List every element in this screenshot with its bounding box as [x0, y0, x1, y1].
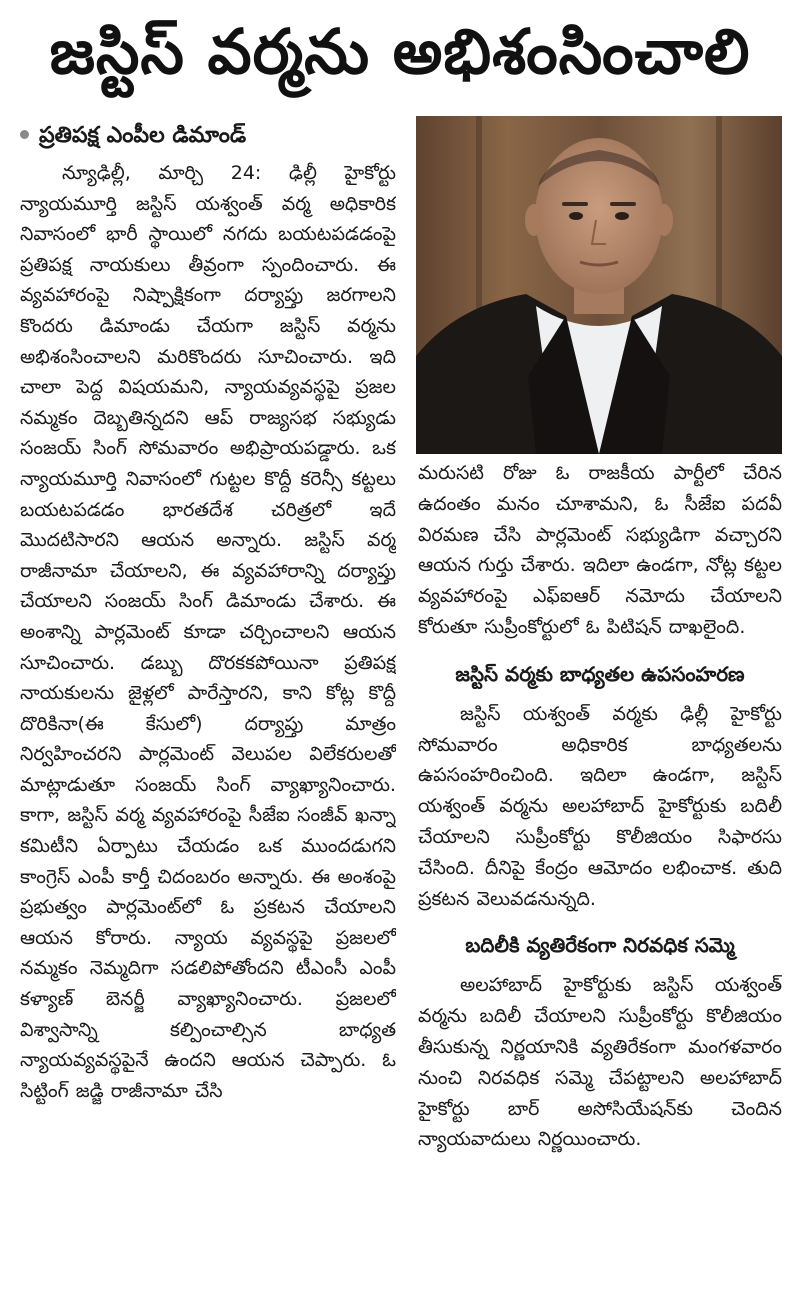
section1-text: జస్టిస్ యశ్వంత్ వర్మకు ఢిల్లీ హైకోర్టు సోమవారం అధికారిక బాధ్యతలను ఉపసంహరించింది. ఇదిలా ఉండగా, జస్టిస్ యశ్వంత్ వర్మను అలహాబాద్ హైకోర్టుకు బదిలీ చేయాలని సుప్రీంకోర్టు కొలీజియం సిఫారసు చేసింది. దీనిపై కేంద్రం ఆమోదం లభించాక. తుది ప్రకటన వెలువడనున్నది.	[418, 702, 782, 910]
headline: జస్టిస్ వర్మను అభిశంసించాలి	[49, 15, 751, 88]
portrait-illustration	[416, 116, 782, 454]
right-column-intro: మరుసటి రోజు ఓ రాజకీయ పార్టీలో చేరిన ఉదంతం మనం చూశామని, ఓ సీజేఐ పదవీ విరమణ చేసి పార్లమెంట్ సభ్యుడిగా వచ్చారని ఆయన గుర్తు చేశారు. ఇదిలా ఉండగా, నోట్ల కట్టల వ్యవహారంపై ఎఫ్ఐఆర్ నమోదు చేయాలని కోరుతూ సుప్రీంకోర్టులో ఓ పిటిషన్ దాఖలైంది.	[418, 462, 782, 638]
portrait-photo	[416, 116, 782, 454]
bullet-icon	[20, 130, 29, 139]
section2-heading: బదిలీకి వ్యతిరేకంగా నిరవధిక సమ్మె	[465, 933, 735, 958]
kicker-text: ప్రతిపక్ష ఎంపీల డిమాండ్	[39, 123, 247, 148]
left-column	[20, 158, 396, 1298]
section2-text: అలహాబాద్ హైకోర్టుకు జస్టిస్ యశ్వంత్ వర్మను బదిలీ చేయాలని సుప్రీంకోర్టు కొలీజియం తీసుకున్న నిర్ణయానికి వ్యతిరేకంగా మంగళవారం నుంచి నిరవధిక సమ్మె చేపట్టాలని అలహాబాద్ హైకోర్టు బార్ అసోసియేషన్‌కు చెందిన న్యాయవాదులు నిర్ణయించారు.	[418, 974, 782, 1151]
section1-heading: జస్టిస్ వర్మకు బాధ్యతల ఉపసంహరణ	[455, 661, 745, 686]
kicker	[20, 118, 400, 154]
left-column-text: న్యూఢిల్లీ, మార్చి 24: ఢిల్లీ హైకోర్టు న్యాయమూర్తి జస్టిస్ యశ్వంత్ వర్మ అధికారిక నివాసంలో భారీ స్థాయిలో నగదు బయటపడడంపై ప్రతిపక్ష నాయకులు తీవ్రంగా స్పందించారు. ఈ వ్యవహారంపై నిష్పాక్షికంగా దర్యాప్తు జరగాలని కొందరు డిమాండు చేయగా జస్టిస్ వర్మను అభిశంసించాలని మరికొందరు సూచించారు. ఇది చాలా పెద్ద విషయమని, న్యాయవ్యవస్థపై ప్రజల నమ్మకం దెబ్బతిన్నదని ఆప్ రాజ్యసభ సభ్యుడు సంజయ్ సింగ్ సోమవారం అభిప్రాయపడ్డారు. ఒక న్యాయమూర్తి నివాసంలో గుట్టల కొద్దీ కరెన్సీ కట్టలు బయటపడడం భారతదేశ చరిత్రలో ఇదే మొదటిసారని ఆయన అన్నారు. జస్టిస్ వర్మ రాజీనామా చేయాలని, ఈ వ్యవహారాన్ని దర్యాప్తు చేయాలని సంజయ్ సింగ్ డిమాండు చేశారు. ఈ అంశాన్ని పార్లమెంట్ కూడా చర్చించాలని ఆయన సూచించారు. డబ్బు దొరకకపోయినా ప్రతిపక్ష నాయకులను జైళ్లలో పారేస్తారని, కాని కోట్ల కొద్దీ దొరికినా(ఈ కేసులో) దర్యాప్తు మాత్రం నిర్వహించరని పార్లమెంట్ వెలుపల విలేకరులతో మాట్లాడుతూ సంజయ్ సింగ్ వ్యాఖ్యానించారు. కాగా, జస్టిస్ వర్మ వ్యవహారంపై సీజేఐ సంజీవ్ ఖన్నా కమిటీని ఏర్పాటు చేయడం ఒక ముందడుగని కాంగ్రెస్ ఎంపీ కార్తీ చిదంబరం అన్నారు. ఈ అంశంపై ప్రభుత్వం పార్లమెంట్‌లో ఓ ప్రకటన చేయాలని ఆయన కోరారు. న్యాయ వ్యవస్థపై ప్రజలలో నమ్మకం నెమ్మదిగా సడలిపోతోందని టీఎంసీ ఎంపీ కళ్యాణ్ బెనర్జీ వ్యాఖ్యానించారు. ప్రజలలో విశ్వాసాన్ని కల్పించాల్సిన బాధ్యత న్యాయవ్యవస్థపైనే ఉందని ఆయన చెప్పారు. ఓ సిట్టింగ్ జడ్జి రాజీనామా చేసి	[20, 162, 396, 1102]
right-column	[418, 458, 782, 1298]
